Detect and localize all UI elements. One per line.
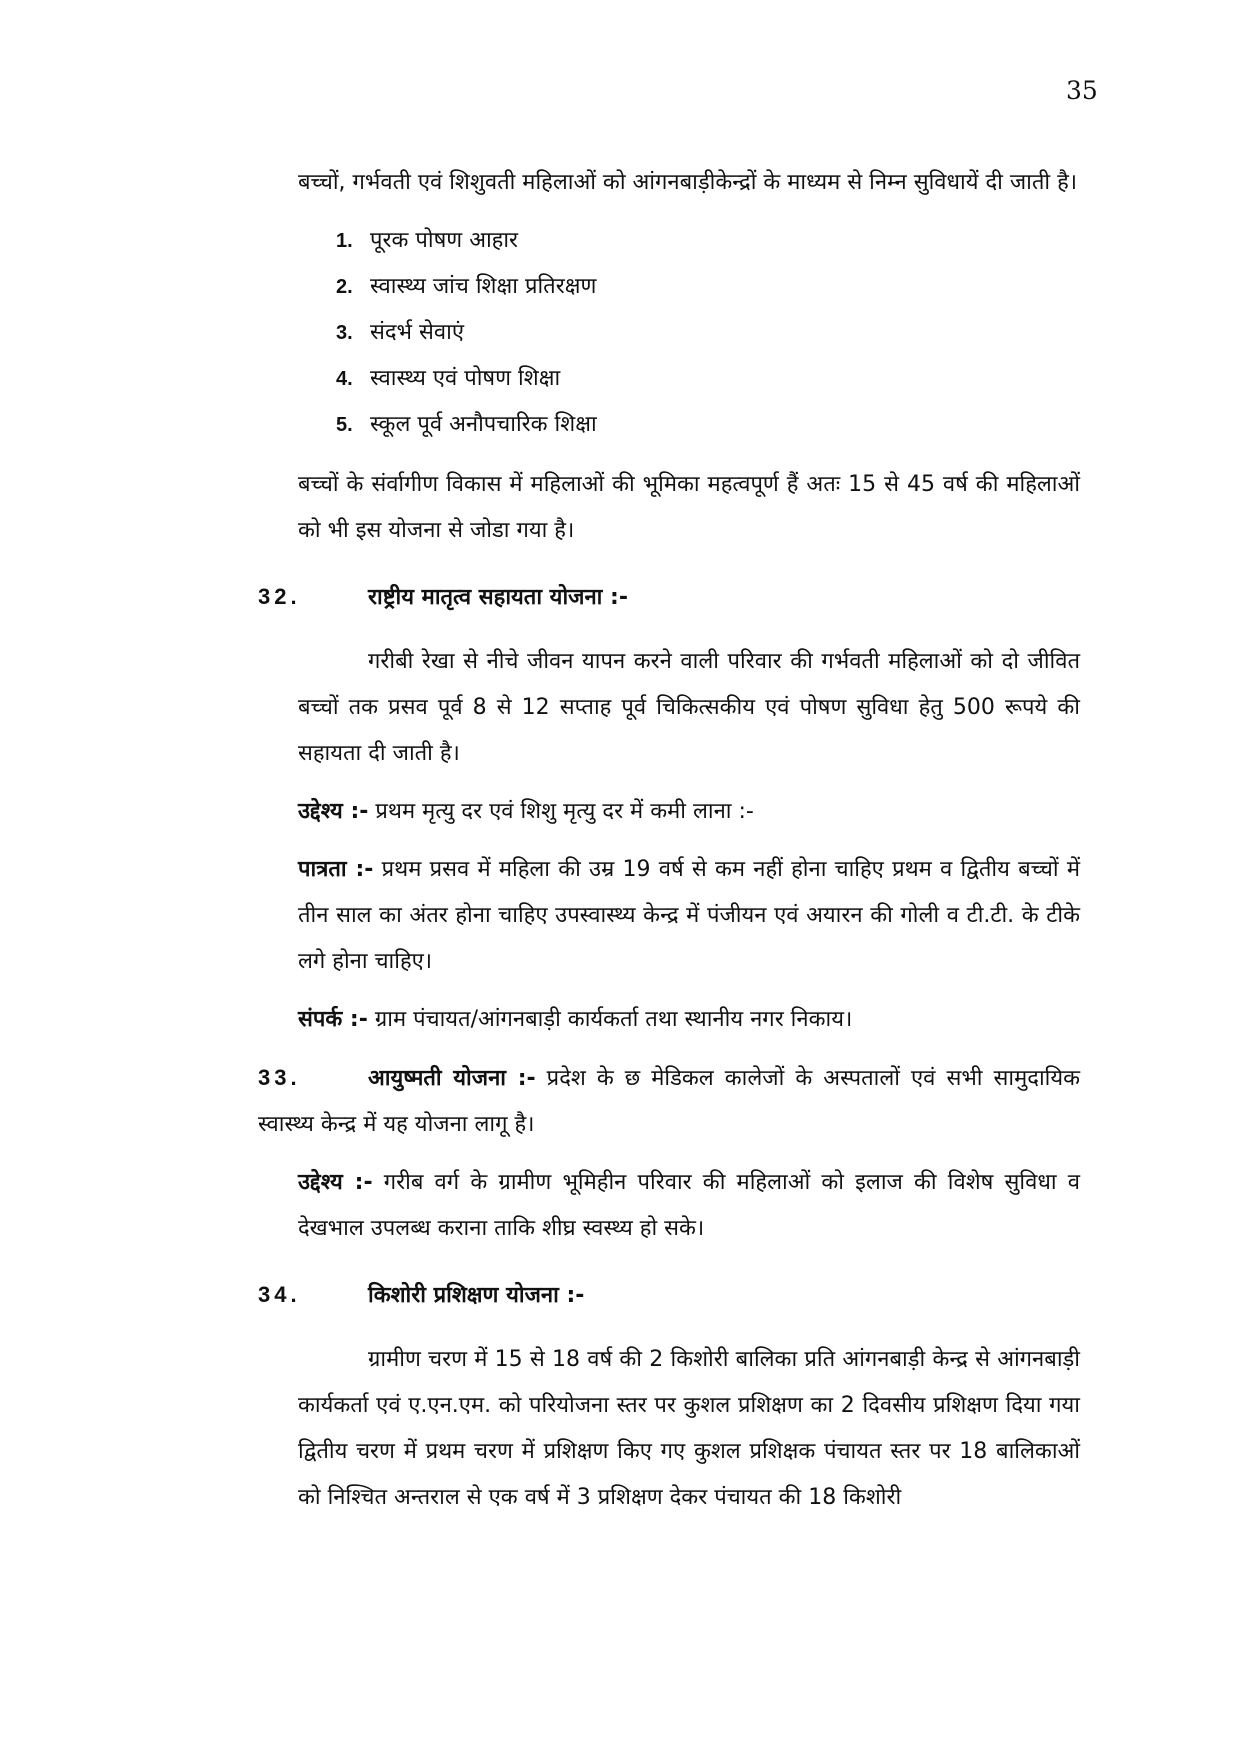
section-number: 33. xyxy=(258,1065,301,1090)
section-32-body: गरीबी रेखा से नीचे जीवन यापन करने वाली परिवार की गर्भवती महिलाओं को दो जीवित बच्चों तक प्रसव पूर्व 8 से 12 सप्ताह पूर्व चिकित्सकीय एवं पोषण सुविधा हेतु 500 रूपये की सहायता दी जाती है। xyxy=(298,649,1080,766)
contact-label: संपर्क :- xyxy=(298,1007,368,1032)
list-item xyxy=(336,310,1080,356)
list-number: 5. xyxy=(336,414,353,436)
intro-paragraph: बच्चों, गर्भवती एवं शिशुवती महिलाओं को आंगनबाड़ीकेन्द्रों के माध्यम से निम्न सुविधायें दी जाती है। xyxy=(298,170,1078,195)
list-text: पूरक पोषण आहार xyxy=(370,228,519,253)
eligibility-label: पात्रता :- xyxy=(298,857,374,882)
section-32-heading xyxy=(258,576,1080,619)
section-number: 34. xyxy=(258,1282,301,1307)
list-number: 4. xyxy=(336,368,353,390)
objective-label: उद्देश्य :- xyxy=(298,799,369,824)
eligibility-text: प्रथम प्रसव में महिला की उम्र 19 वर्ष से कम नहीं होना चाहिए प्रथम व द्वितीय बच्चों में तीन साल का अंतर होना चाहिए उपस्वास्थ्य केन्द्र में पंजीयन एवं अयारन की गोली व टी.टी. के टीके लगे होना चाहिए। xyxy=(298,857,1080,974)
list-text: स्वास्थ्य एवं पोषण शिक्षा xyxy=(370,366,561,391)
page-number: 35 xyxy=(1066,76,1098,105)
contact-text: ग्राम पंचायत/आंगनबाड़ी कार्यकर्ता तथा स्थानीय नगर निकाय। xyxy=(374,1007,853,1032)
facilities-list xyxy=(336,218,1080,448)
section-32-contact xyxy=(298,997,1080,1043)
objective-text: गरीब वर्ग के ग्रामीण भूमिहीन परिवार की महिलाओं को इलाज की विशेष सुविधा व देखभाल उपलब्ध कराना ताकि शीघ्र स्वस्थ्य हो सके। xyxy=(298,1170,1080,1241)
section-32-eligibility xyxy=(298,847,1080,985)
section-title: आयुष्मती योजना :- xyxy=(368,1066,536,1091)
list-item xyxy=(336,356,1080,402)
list-number: 2. xyxy=(336,276,353,298)
objective-text: प्रथम मृत्यु दर एवं शिशु मृत्यु दर में कमी लाना :- xyxy=(375,799,754,824)
list-item xyxy=(336,264,1080,310)
section-33-heading xyxy=(258,1055,1080,1148)
section-title: राष्ट्रीय मातृत्व सहायता योजना :- xyxy=(368,585,628,610)
section-34-heading xyxy=(258,1274,1080,1317)
list-number: 3. xyxy=(336,322,353,344)
section-title: किशोरी प्रशिक्षण योजना :- xyxy=(368,1283,585,1308)
women-paragraph: बच्चों के संर्वागीण विकास में महिलाओं की भूमिका महत्वपूर्ण हैं अतः 15 से 45 वर्ष की महिलाओं को भी इस योजना से जोडा गया है। xyxy=(298,472,1080,543)
section-34-body: ग्रामीण चरण में 15 से 18 वर्ष की 2 किशोरी बालिका प्रति आंगनबाड़ी केन्द्र से आंगनबाड़ी कार्यकर्ता एवं ए.एन.एम. को परियोजना स्तर पर कुशल प्रशिक्षण का 2 दिवसीय प्रशिक्षण दिया गया द्वितीय चरण में प्रथम चरण में प्रशिक्षण किए गए कुशल प्रशिक्षक पंचायत स्तर पर 18 बालिकाओं को निश्चित अन्तराल से एक वर्ष में 3 प्रशिक्षण देकर पंचायत की 18 किशोरी xyxy=(298,1347,1080,1510)
list-item xyxy=(336,402,1080,448)
list-text: स्वास्थ्य जांच शिक्षा प्रतिरक्षण xyxy=(370,274,597,299)
section-32-objective xyxy=(298,789,1080,835)
list-item xyxy=(336,218,1080,264)
section-number: 32. xyxy=(258,584,301,609)
section-33-body: प्रदेश के छ मेडिकल कालेजों के अस्पतालों एवं सभी सामुदायिक स्वास्थ्य केन्द्र में यह योजना लागू है। xyxy=(258,1066,1080,1137)
section-33-objective xyxy=(298,1160,1080,1252)
list-text: संदर्भ सेवाएं xyxy=(370,320,464,345)
list-text: स्कूल पूर्व अनौपचारिक शिक्षा xyxy=(370,412,597,437)
objective-label: उद्देश्य :- xyxy=(298,1170,373,1195)
document-body xyxy=(258,160,1080,1533)
list-number: 1. xyxy=(336,230,353,252)
